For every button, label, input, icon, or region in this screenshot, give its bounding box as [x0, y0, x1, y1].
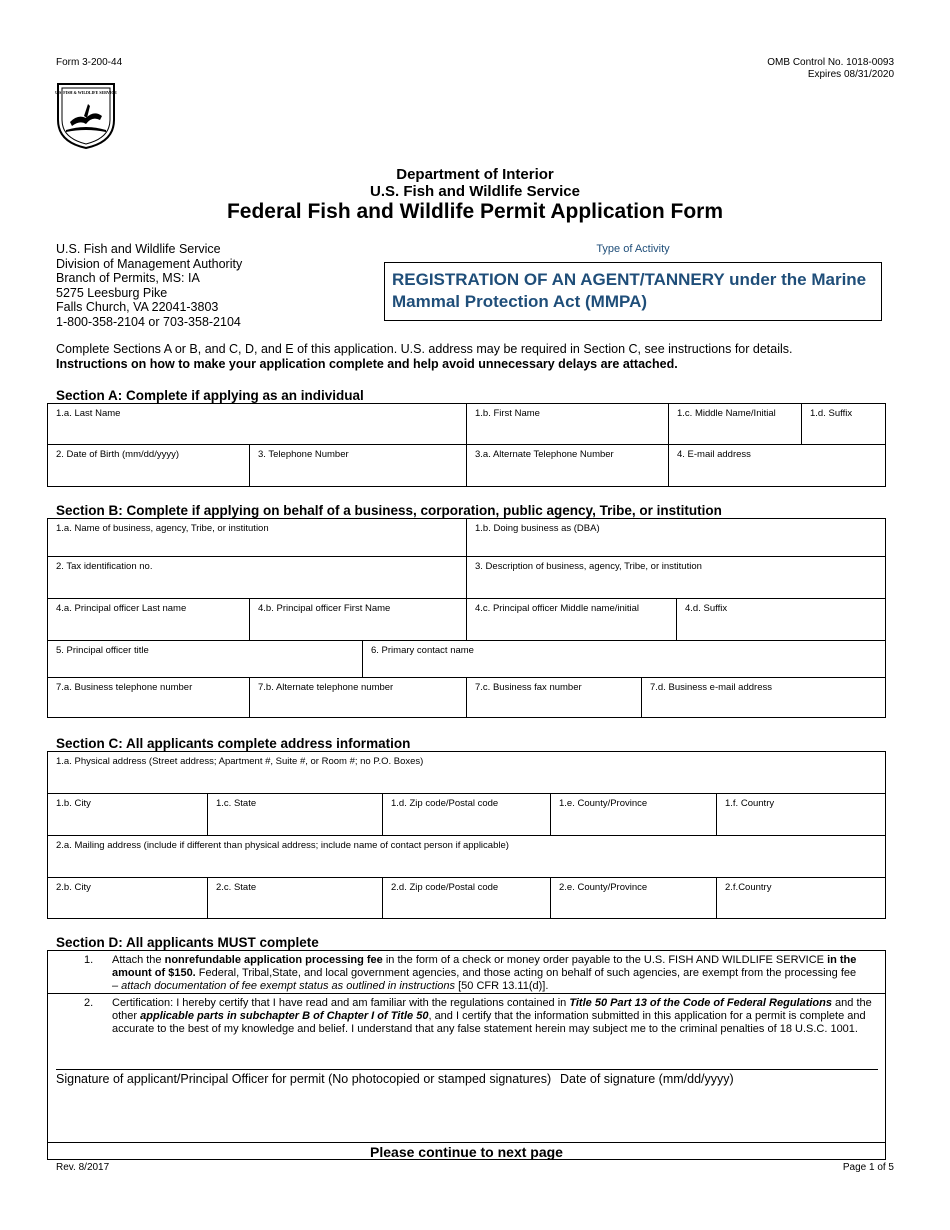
- section-a-table: [47, 403, 886, 487]
- officer-last-name-field[interactable]: 4.a. Principal officer Last name: [48, 599, 250, 641]
- officer-suffix-field[interactable]: 4.d. Suffix: [677, 599, 885, 641]
- officer-title-field[interactable]: 5. Principal officer title: [48, 641, 363, 678]
- department-heading: Department of Interior: [396, 166, 554, 183]
- item-1-part: Federal, Tribal,State, and local government agencies, and those acting on behalf of such agencies, are exempt from the processing fee: [195, 967, 857, 979]
- dob-field[interactable]: 2. Date of Birth (mm/dd/yyyy): [48, 445, 250, 486]
- primary-contact-field[interactable]: 6. Primary contact name: [363, 641, 885, 678]
- mailing-zip-field[interactable]: 2.d. Zip code/Postal code: [383, 878, 551, 918]
- item-1-bold: nonrefundable application processing fee: [164, 954, 383, 966]
- address-line: 1-800-358-2104 or 703-358-2104: [56, 314, 241, 329]
- section-d-title: Section D: All applicants MUST complete: [56, 935, 319, 950]
- agency-heading: U.S. Fish and Wildlife Service: [370, 183, 580, 200]
- activity-value: REGISTRATION OF AN AGENT/TANNERY under the Marine Mammal Protection Act (MMPA): [384, 262, 882, 321]
- dba-field[interactable]: 1.b. Doing business as (DBA): [467, 519, 885, 557]
- omb-block: [767, 57, 894, 81]
- business-description-field[interactable]: 3. Description of business, agency, Tribe, or institution: [467, 557, 885, 599]
- mailing-state-field[interactable]: 2.c. State: [208, 878, 383, 918]
- first-name-field[interactable]: 1.b. First Name: [467, 404, 669, 445]
- city-field[interactable]: 1.b. City: [48, 794, 208, 836]
- mailing-address-field[interactable]: 2.a. Mailing address (include if different than physical address; include name of contact person if applicable): [48, 836, 885, 878]
- item-2-part: and the other: [112, 997, 872, 1022]
- section-c-title: Section C: All applicants complete address information: [56, 736, 411, 751]
- item-1-number: 1.: [84, 954, 94, 966]
- divider: [48, 993, 885, 994]
- mailing-address-block: [56, 242, 242, 329]
- address-line: Falls Church, VA 22041-3803: [56, 300, 219, 314]
- expires-date: Expires 08/31/2020: [807, 69, 894, 80]
- zip-field[interactable]: 1.d. Zip code/Postal code: [383, 794, 551, 836]
- form-number: Form 3-200-44: [56, 57, 123, 68]
- item-1-part: in the form of a check or money order payable to the U.S. FISH AND WILDLIFE SERVICE: [382, 954, 828, 966]
- address-line: 5275 Leesburg Pike: [56, 285, 168, 300]
- business-fax-field[interactable]: 7.c. Business fax number: [467, 678, 642, 717]
- section-d-box: [47, 950, 886, 1160]
- state-field[interactable]: 1.c. State: [208, 794, 383, 836]
- mailing-city-field[interactable]: 2.b. City: [48, 878, 208, 918]
- item-2-bold-italic: applicable parts in subchapter B of Chapter I of Title 50: [140, 1010, 429, 1022]
- item-1-part: [50 CFR 13.11(d)].: [455, 980, 549, 992]
- last-name-field[interactable]: 1.a. Last Name: [48, 404, 467, 445]
- county-field[interactable]: 1.e. County/Province: [551, 794, 717, 836]
- item-1-italic: – attach documentation of fee exempt status as outlined in instructions: [112, 980, 456, 992]
- certification-text: [112, 997, 876, 1036]
- item-1-text: [112, 954, 876, 993]
- middle-name-field[interactable]: 1.c. Middle Name/Initial: [669, 404, 802, 445]
- item-2-part: Certification: I hereby certify that I have read and am familiar with the regulations contained in: [112, 997, 570, 1009]
- signature-label[interactable]: Signature of applicant/Principal Officer for permit (No photocopied or stamped signatures): [56, 1072, 552, 1086]
- seal-text: U.S. FISH & WILDLIFE SERVICE: [55, 90, 117, 95]
- continue-notice: Please continue to next page: [370, 1144, 563, 1160]
- business-alt-phone-field[interactable]: 7.b. Alternate telephone number: [250, 678, 467, 717]
- business-name-field[interactable]: 1.a. Name of business, agency, Tribe, or institution: [48, 519, 467, 557]
- item-2-bold-italic: Title 50 Part 13 of the Code of Federal Regulations: [569, 997, 832, 1009]
- instructions: [56, 342, 906, 372]
- business-phone-field[interactable]: 7.a. Business telephone number: [48, 678, 250, 717]
- section-b-table: [47, 518, 886, 718]
- page-number: Page 1 of 5: [842, 1162, 894, 1173]
- omb-control: OMB Control No. 1018-0093: [767, 57, 894, 68]
- physical-address-field[interactable]: 1.a. Physical address (Street address; Apartment #, Suite #, or Room #; no P.O. Boxes): [48, 752, 885, 794]
- tax-id-field[interactable]: 2. Tax identification no.: [48, 557, 467, 599]
- section-b-title: Section B: Complete if applying on behalf of a business, corporation, public agency, Tribe, or institution: [56, 503, 722, 518]
- section-c-table: [47, 751, 886, 919]
- signature-date-label[interactable]: Date of signature (mm/dd/yyyy): [560, 1072, 734, 1086]
- item-2-number: 2.: [84, 997, 94, 1009]
- activity-label: Type of Activity: [596, 243, 670, 255]
- mailing-country-field[interactable]: 2.f.Country: [725, 882, 772, 893]
- phone-field[interactable]: 3. Telephone Number: [250, 445, 467, 486]
- item-1-bold: in the amount of $150.: [112, 954, 857, 979]
- business-email-field[interactable]: 7.d. Business e-mail address: [650, 682, 772, 693]
- address-line: U.S. Fish and Wildlife Service: [56, 242, 221, 256]
- instructions-line: Complete Sections A or B, and C, D, and E of this application. U.S. address may be required in Section C, see instructions for details.: [56, 342, 793, 356]
- fws-seal-logo: [54, 80, 118, 150]
- country-field[interactable]: 1.f. Country: [717, 794, 885, 836]
- instructions-line-bold: Instructions on how to make your application complete and help avoid unnecessary delays are attached.: [56, 357, 678, 371]
- email-field[interactable]: 4. E-mail address: [677, 449, 751, 460]
- form-title: Federal Fish and Wildlife Permit Application Form: [226, 200, 724, 223]
- title-block: [0, 166, 950, 224]
- address-line: Division of Management Authority: [56, 256, 243, 271]
- item-2-part: , and I certify that the information submitted in this application for a permit is complete and accurate to the best of my knowledge and belief. I understand that any false statement herein may subject me to the criminal penalties of 18 U.S.C. 1001.: [112, 1010, 866, 1035]
- suffix-field[interactable]: 1.d. Suffix: [802, 404, 885, 445]
- officer-first-name-field[interactable]: 4.b. Principal officer First Name: [250, 599, 467, 641]
- item-1-part: Attach the: [112, 954, 165, 966]
- mailing-county-field[interactable]: 2.e. County/Province: [551, 878, 717, 918]
- officer-middle-name-field[interactable]: 4.c. Principal officer Middle name/initial: [467, 599, 677, 641]
- section-a-title: Section A: Complete if applying as an individual: [56, 388, 364, 403]
- divider: [48, 1142, 885, 1143]
- signature-line: [56, 1069, 878, 1070]
- revision-label: Rev. 8/2017: [56, 1162, 110, 1173]
- address-line: Branch of Permits, MS: IA: [56, 271, 200, 285]
- alt-phone-field[interactable]: 3.a. Alternate Telephone Number: [467, 445, 669, 486]
